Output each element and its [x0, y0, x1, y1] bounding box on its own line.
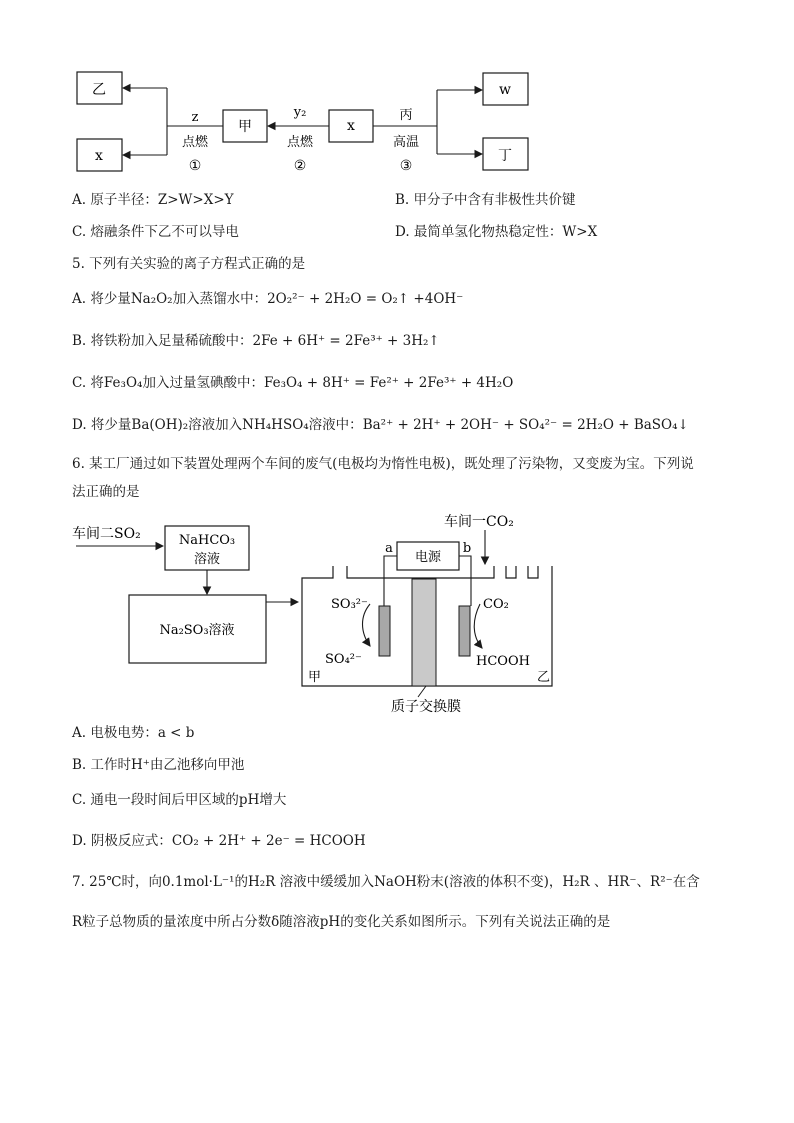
q5-a-equation: 2O₂²⁻ + 2H₂O = O₂↑ +4OH⁻ [267, 291, 464, 307]
cathode-electrode [459, 606, 470, 656]
q6-option-d: D. 阴极反应式：CO₂ + 2H⁺ + 2e⁻ = HCOOH [72, 833, 366, 849]
hcooh-label: HCOOH [476, 654, 530, 669]
q7-stem-line2: R粒子总物质的量浓度中所占分数δ随溶液pH的变化关系如图所示。下列有关说法正确的是 [72, 914, 611, 930]
q6-stem-line1: 6. 某工厂通过如下装置处理两个车间的废气(电极均为惰性电极)，既处理了污染物，又变废为宝。下列说 [72, 456, 694, 472]
workshop1-label: 车间一CO₂ [444, 514, 514, 530]
arrow2-number: ② [293, 158, 307, 174]
q5-a-label: A. 将少量Na₂O₂加入蒸馏水中： [72, 291, 268, 307]
anode-electrode [379, 606, 390, 656]
proton-exchange-membrane [412, 579, 436, 686]
arrow1-condition: 点燃 [181, 135, 209, 150]
q6-option-a: A. 电极电势：a < b [72, 725, 195, 741]
q5-b-label: B. 将铁粉加入足量稀硫酸中： [72, 333, 253, 349]
arrow2-reagent: y₂ [293, 105, 307, 120]
q4-option-c: C. 熔融条件下乙不可以导电 [72, 224, 239, 240]
q5-b-equation: 2Fe + 6H⁺ = 2Fe³⁺ + 3H₂↑ [252, 333, 440, 349]
q5-d-label: D. 将少量Ba(OH)₂溶液加入NH₄HSO₄溶液中： [72, 417, 363, 433]
chamber-yi-label: 乙 [537, 670, 551, 685]
q7-stem-line1: 7. 25℃时，向0.1mol·L⁻¹的H₂R 溶液中缓缓加入NaOH粉末(溶液的体积不变)，H₂R 、HR⁻、R²⁻在含 [72, 874, 700, 890]
na2so3-label: Na₂SO₃溶液 [159, 623, 235, 638]
x-mid-label: x [347, 118, 355, 134]
q5-c-label: C. 将Fe₃O₄加入过量氢碘酸中： [72, 375, 264, 391]
so4-label: SO₄²⁻ [325, 652, 362, 667]
co2-label: CO₂ [483, 597, 509, 612]
jia-label: 甲 [238, 119, 252, 135]
ding-label: 丁 [498, 148, 512, 164]
q5-c-equation: Fe₃O₄ + 8H⁺ = Fe²⁺ + 2Fe³⁺ + 4H₂O [263, 375, 514, 391]
so3-label: SO₃²⁻ [331, 597, 368, 612]
arrow3-reagent: 丙 [399, 108, 413, 123]
nahco3-label: NaHCO₃ [178, 533, 236, 548]
q5-option-c [72, 373, 513, 393]
w-label: w [499, 82, 511, 98]
workshop2-label: 车间二SO₂ [72, 526, 141, 542]
terminal-b-label: b [462, 541, 472, 556]
q6-option-c: C. 通电一段时间后甲区域的pH增大 [72, 792, 287, 808]
arrow3-number: ③ [399, 158, 413, 174]
nahco3-solution-label: 溶液 [193, 552, 221, 567]
membrane-label: 质子交换膜 [391, 699, 461, 715]
arrow2-condition: 点燃 [286, 135, 314, 150]
q5-stem: 5. 下列有关实验的离子方程式正确的是 [72, 256, 306, 272]
x-left-label: x [95, 148, 103, 164]
q6-electrolysis-diagram [68, 508, 568, 720]
q4-option-d: D. 最简单氢化物热稳定性：W>X [395, 224, 598, 240]
q4-option-b: B. 甲分子中含有非极性共价键 [395, 192, 576, 208]
power-source-label: 电源 [414, 550, 442, 565]
yi-label: 乙 [92, 82, 106, 98]
q5-option-b [72, 331, 440, 351]
q4-reaction-diagram [70, 66, 540, 181]
q6-stem-line2: 法正确的是 [72, 484, 140, 500]
terminal-a-label: a [385, 541, 393, 556]
q6-option-b: B. 工作时H⁺由乙池移向甲池 [72, 757, 245, 773]
arrow1-reagent: z [191, 110, 199, 125]
arrow1-number: ① [188, 158, 202, 174]
arrow3-condition: 高温 [392, 135, 420, 150]
q4-option-a: A. 原子半径：Z>W>X>Y [72, 192, 234, 208]
q5-option-d [72, 415, 689, 435]
chamber-jia-label: 甲 [308, 670, 322, 685]
q5-d-equation: Ba²⁺ + 2H⁺ + 2OH⁻ + SO₄²⁻ = 2H₂O + BaSO₄↓ [362, 417, 689, 433]
q5-option-a [72, 289, 463, 309]
